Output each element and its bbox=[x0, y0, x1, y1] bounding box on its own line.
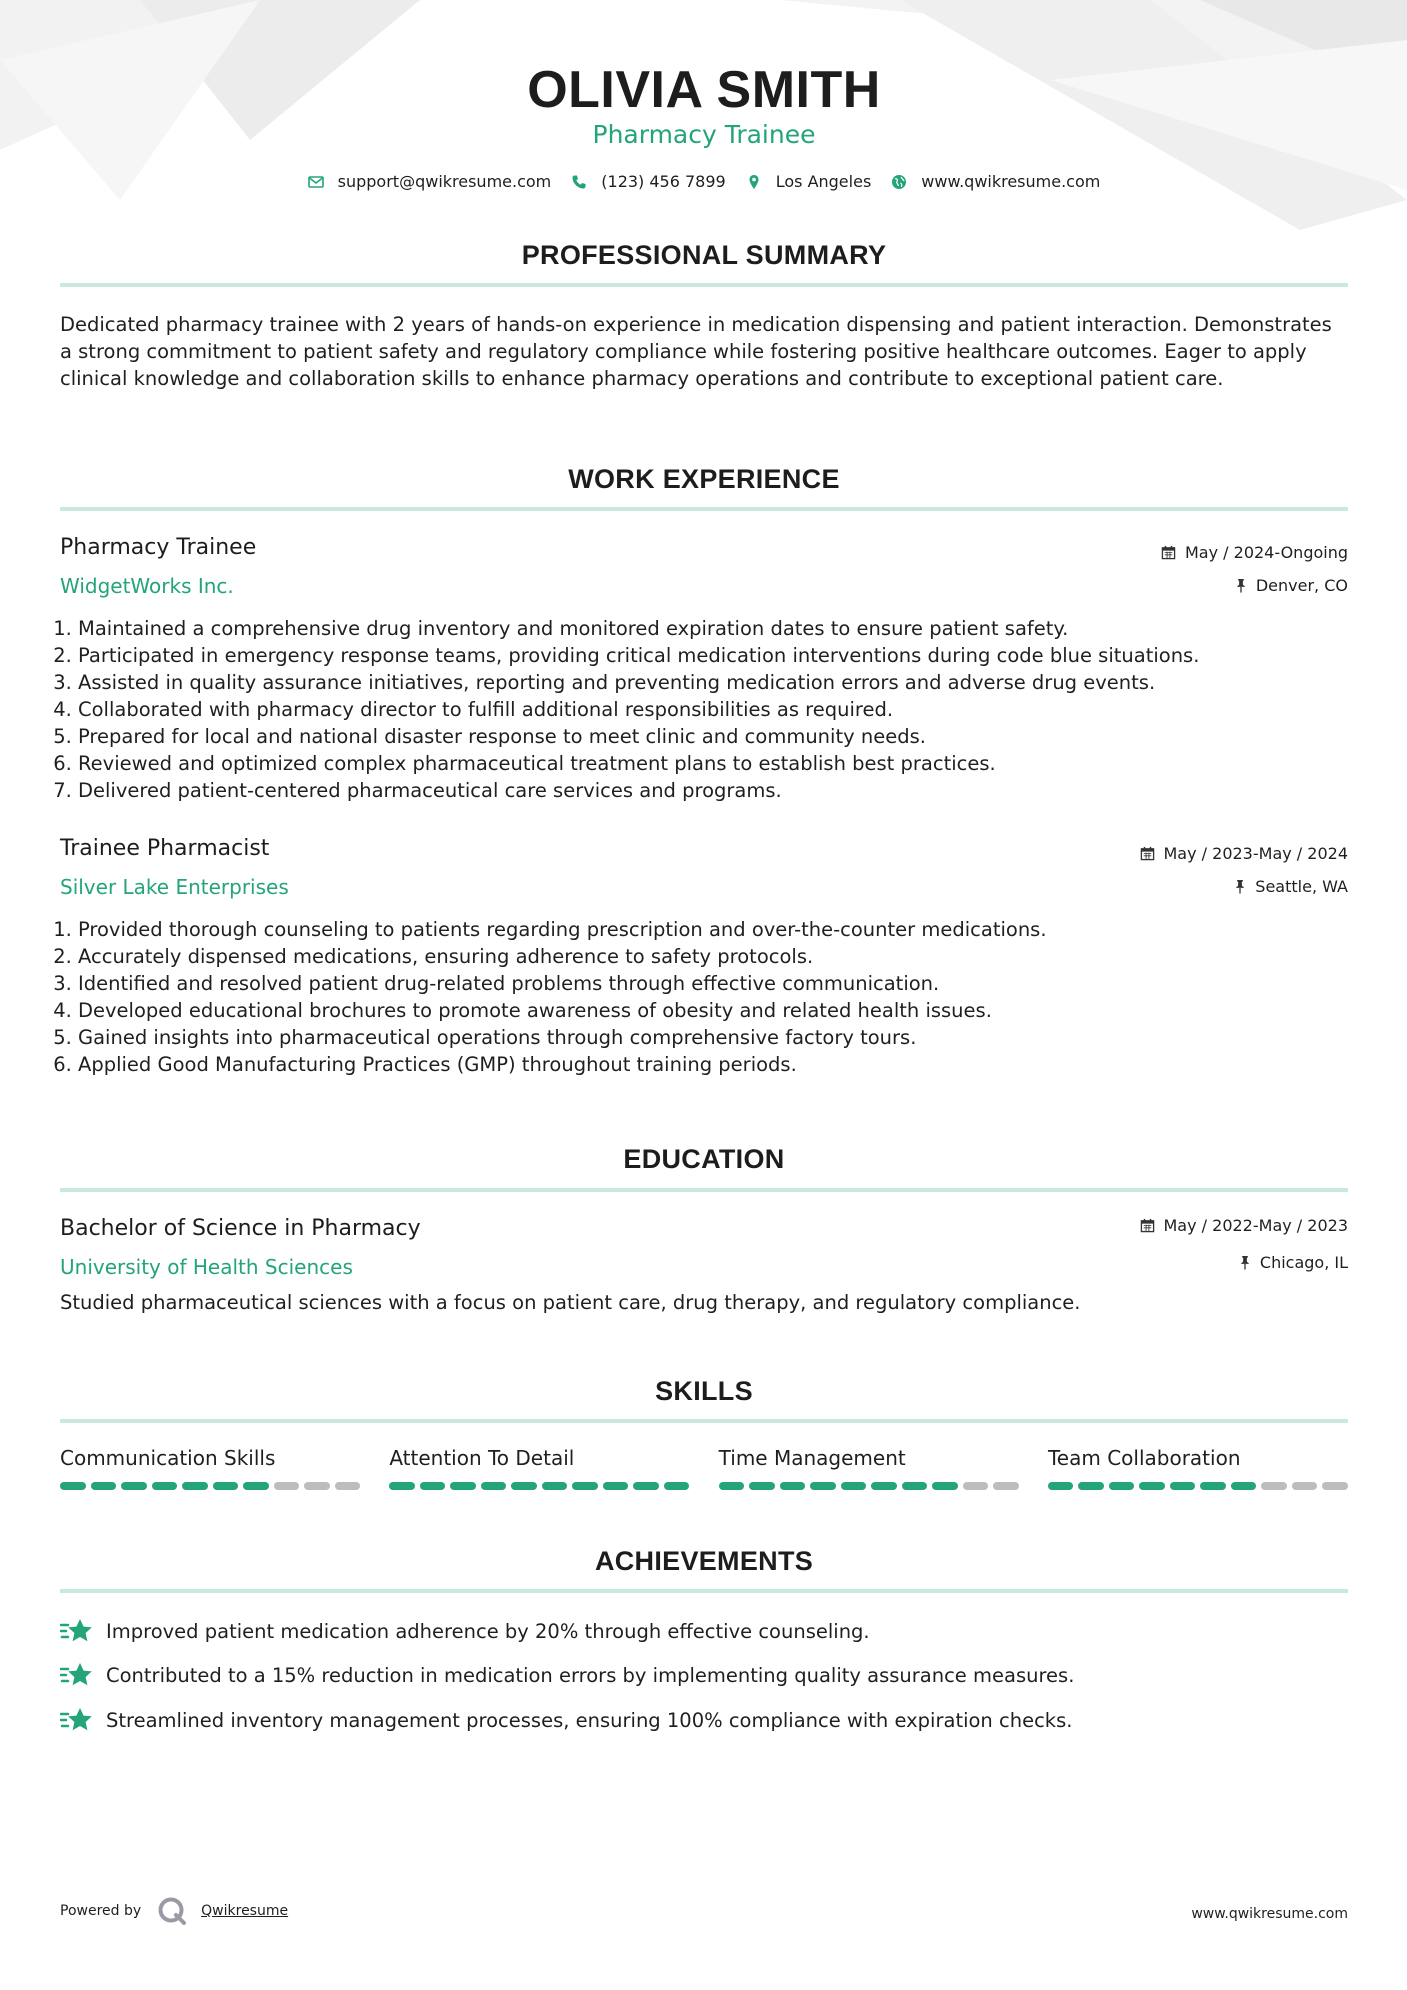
list-item: 2. Accurately dispensed medications, ensuring adherence to safety protocols. bbox=[78, 943, 1348, 970]
job-location-text: Denver, CO bbox=[1255, 576, 1348, 595]
job-location bbox=[1235, 576, 1348, 595]
skill-name: Team Collaboration bbox=[1047, 1446, 1241, 1470]
skill-segment-filled bbox=[213, 1482, 239, 1490]
skill-segment-empty bbox=[1292, 1482, 1318, 1490]
list-item: 5. Gained insights into pharmaceutical operations through comprehensive factory tours. bbox=[78, 1024, 1348, 1051]
skill-segment-filled bbox=[902, 1482, 928, 1490]
summary-text: Dedicated pharmacy trainee with 2 years of hands-on experience in medication dispensing and patient interaction. Demonstrates a strong commitment to patient safety and regulatory compliance while fostering positive healthcare outcomes. Eager to apply clinical knowledge and collaboration skills to enhance pharmacy operations and contribute to exceptional patient care. bbox=[60, 313, 1332, 390]
list-item: 7. Delivered patient-centered pharmaceutical care services and programs. bbox=[78, 777, 1348, 804]
skill-segment-filled bbox=[420, 1482, 446, 1490]
achievement-text: Contributed to a 15% reduction in medication errors by implementing quality assurance measures. bbox=[106, 1663, 1075, 1687]
calendar-icon bbox=[1140, 846, 1155, 861]
skill-segment-filled bbox=[121, 1482, 147, 1490]
summary-heading: PROFESSIONAL SUMMARY bbox=[521, 240, 887, 270]
skill-segment-filled bbox=[749, 1482, 775, 1490]
list-item: 5. Prepared for local and national disaster response to meet clinic and community needs. bbox=[78, 723, 1348, 750]
skill-rating-bar bbox=[60, 1482, 360, 1490]
star-icon bbox=[60, 1660, 94, 1690]
list-item: 1. Provided thorough counseling to patients regarding prescription and over-the-counter medications. bbox=[78, 916, 1348, 943]
skill-item bbox=[60, 1446, 360, 1490]
contact-website[interactable] bbox=[891, 172, 1100, 191]
map-pin-icon bbox=[746, 174, 762, 190]
skills-heading: SKILLS bbox=[655, 1376, 753, 1406]
job-title: Trainee Pharmacist bbox=[60, 836, 270, 861]
skill-rating-bar bbox=[719, 1482, 1019, 1490]
skill-segment-empty bbox=[274, 1482, 300, 1490]
skill-segment-filled bbox=[664, 1482, 690, 1490]
candidate-name: OLIVIA SMITH bbox=[527, 61, 881, 119]
skill-segment-filled bbox=[1048, 1482, 1074, 1490]
job-location-text: Seattle, WA bbox=[1255, 877, 1348, 896]
skill-segment-filled bbox=[481, 1482, 507, 1490]
job-dates-text: May / 2024-Ongoing bbox=[1185, 543, 1348, 562]
candidate-role: Pharmacy Trainee bbox=[592, 120, 816, 149]
achievement-text: Streamlined inventory management processes, ensuring 100% compliance with expiration checks. bbox=[106, 1708, 1073, 1732]
calendar-icon bbox=[1140, 1218, 1155, 1233]
skill-segment-filled bbox=[932, 1482, 958, 1490]
achievements-divider bbox=[60, 1589, 1348, 1593]
education-dates bbox=[1140, 1216, 1349, 1235]
education-heading: EDUCATION bbox=[623, 1144, 785, 1174]
skill-segment-filled bbox=[1078, 1482, 1104, 1490]
star-icon bbox=[60, 1705, 94, 1735]
job-title: Pharmacy Trainee bbox=[60, 535, 257, 560]
skill-segment-filled bbox=[871, 1482, 897, 1490]
job-location bbox=[1234, 877, 1348, 896]
skill-segment-filled bbox=[1231, 1482, 1257, 1490]
star-icon bbox=[60, 1616, 94, 1646]
pushpin-icon bbox=[1239, 1255, 1251, 1270]
education-location-text: Chicago, IL bbox=[1259, 1253, 1348, 1272]
skill-rating-bar bbox=[389, 1482, 689, 1490]
skill-segment-filled bbox=[1170, 1482, 1196, 1490]
skill-segment-filled bbox=[603, 1482, 629, 1490]
skill-segment-filled bbox=[182, 1482, 208, 1490]
skill-segment-filled bbox=[60, 1482, 86, 1490]
school-name: University of Health Sciences bbox=[60, 1255, 353, 1279]
contact-email-text: support@qwikresume.com bbox=[337, 172, 552, 191]
skill-segment-filled bbox=[1200, 1482, 1226, 1490]
education-location bbox=[1239, 1253, 1348, 1272]
skill-segment-filled bbox=[841, 1482, 867, 1490]
qwikresume-logo-icon bbox=[157, 1896, 187, 1926]
job-responsibilities bbox=[60, 615, 1348, 804]
list-item: 1. Maintained a comprehensive drug inventory and monitored expiration dates to ensure patient safety. bbox=[78, 615, 1348, 642]
contact-website-text: www.qwikresume.com bbox=[921, 172, 1101, 191]
skill-segment-filled bbox=[810, 1482, 836, 1490]
calendar-icon bbox=[1161, 545, 1176, 560]
phone-icon bbox=[571, 174, 587, 190]
skill-segment-filled bbox=[511, 1482, 537, 1490]
skill-segment-empty bbox=[1261, 1482, 1287, 1490]
skill-segment-filled bbox=[243, 1482, 269, 1490]
list-item: 6. Reviewed and optimized complex pharmaceutical treatment plans to establish best practices. bbox=[78, 750, 1348, 777]
contact-phone[interactable] bbox=[571, 172, 725, 191]
job-responsibilities bbox=[60, 916, 1348, 1078]
skill-name: Attention To Detail bbox=[389, 1446, 575, 1470]
education-divider bbox=[60, 1188, 1348, 1192]
qwikresume-link[interactable]: Qwikresume bbox=[201, 1903, 289, 1919]
skill-rating-bar bbox=[1048, 1482, 1348, 1490]
pushpin-icon bbox=[1235, 578, 1247, 593]
education-description: Studied pharmaceutical sciences with a focus on patient care, drug therapy, and regulatory compliance. bbox=[60, 1291, 1081, 1314]
skills-grid bbox=[60, 1446, 1348, 1490]
skill-segment-filled bbox=[389, 1482, 415, 1490]
summary-divider bbox=[60, 283, 1348, 287]
job-dates-text: May / 2023-May / 2024 bbox=[1163, 844, 1348, 863]
contact-location bbox=[746, 172, 872, 191]
experience-divider bbox=[60, 507, 1348, 511]
job-dates bbox=[1140, 844, 1349, 863]
skill-segment-filled bbox=[719, 1482, 745, 1490]
envelope-icon bbox=[308, 174, 324, 190]
job-company: Silver Lake Enterprises bbox=[60, 875, 289, 899]
contact-phone-text: (123) 456 7899 bbox=[601, 172, 726, 191]
skill-segment-filled bbox=[572, 1482, 598, 1490]
skill-segment-filled bbox=[152, 1482, 178, 1490]
skill-segment-filled bbox=[1109, 1482, 1135, 1490]
skill-name: Time Management bbox=[718, 1446, 906, 1470]
footer-website-link[interactable]: www.qwikresume.com bbox=[1191, 1906, 1348, 1922]
list-item: 2. Participated in emergency response teams, providing critical medication interventions during code blue situations. bbox=[78, 642, 1348, 669]
footer-powered-by bbox=[60, 1896, 288, 1926]
skill-segment-empty bbox=[993, 1482, 1019, 1490]
achievements-heading: ACHIEVEMENTS bbox=[594, 1546, 814, 1576]
skill-segment-filled bbox=[1139, 1482, 1165, 1490]
list-item: 6. Applied Good Manufacturing Practices (GMP) throughout training periods. bbox=[78, 1051, 1348, 1078]
job-dates bbox=[1161, 543, 1348, 562]
powered-by-label: Powered by bbox=[60, 1903, 142, 1919]
globe-icon bbox=[891, 174, 907, 190]
skill-segment-filled bbox=[450, 1482, 476, 1490]
education-dates-text: May / 2022-May / 2023 bbox=[1163, 1216, 1348, 1235]
list-item: 3. Identified and resolved patient drug-related problems through effective communication. bbox=[78, 970, 1348, 997]
achievement-item bbox=[60, 1660, 1348, 1690]
contact-location-text: Los Angeles bbox=[775, 172, 872, 191]
skill-segment-empty bbox=[335, 1482, 361, 1490]
list-item: 3. Assisted in quality assurance initiatives, reporting and preventing medication errors and adverse drug events. bbox=[78, 669, 1348, 696]
experience-heading: WORK EXPERIENCE bbox=[568, 464, 840, 494]
skill-segment-filled bbox=[542, 1482, 568, 1490]
achievement-item bbox=[60, 1705, 1348, 1735]
skill-segment-filled bbox=[91, 1482, 117, 1490]
list-item: 4. Collaborated with pharmacy director to fulfill additional responsibilities as required. bbox=[78, 696, 1348, 723]
contact-bar bbox=[60, 172, 1348, 191]
job-company: WidgetWorks Inc. bbox=[60, 574, 234, 598]
list-item: 4. Developed educational brochures to promote awareness of obesity and related health issues. bbox=[78, 997, 1348, 1024]
skill-name: Communication Skills bbox=[60, 1446, 276, 1470]
contact-email[interactable] bbox=[308, 172, 552, 191]
degree-title: Bachelor of Science in Pharmacy bbox=[60, 1216, 421, 1241]
achievement-text: Improved patient medication adherence by 20% through effective counseling. bbox=[106, 1619, 870, 1643]
skills-divider bbox=[60, 1419, 1348, 1423]
skill-segment-empty bbox=[963, 1482, 989, 1490]
skill-item bbox=[1048, 1446, 1348, 1490]
skill-item bbox=[389, 1446, 689, 1490]
skill-segment-empty bbox=[304, 1482, 330, 1490]
skill-segment-filled bbox=[633, 1482, 659, 1490]
skill-segment-filled bbox=[780, 1482, 806, 1490]
skill-item bbox=[719, 1446, 1019, 1490]
pushpin-icon bbox=[1234, 879, 1246, 894]
achievement-item bbox=[60, 1616, 1348, 1646]
skill-segment-empty bbox=[1322, 1482, 1348, 1490]
